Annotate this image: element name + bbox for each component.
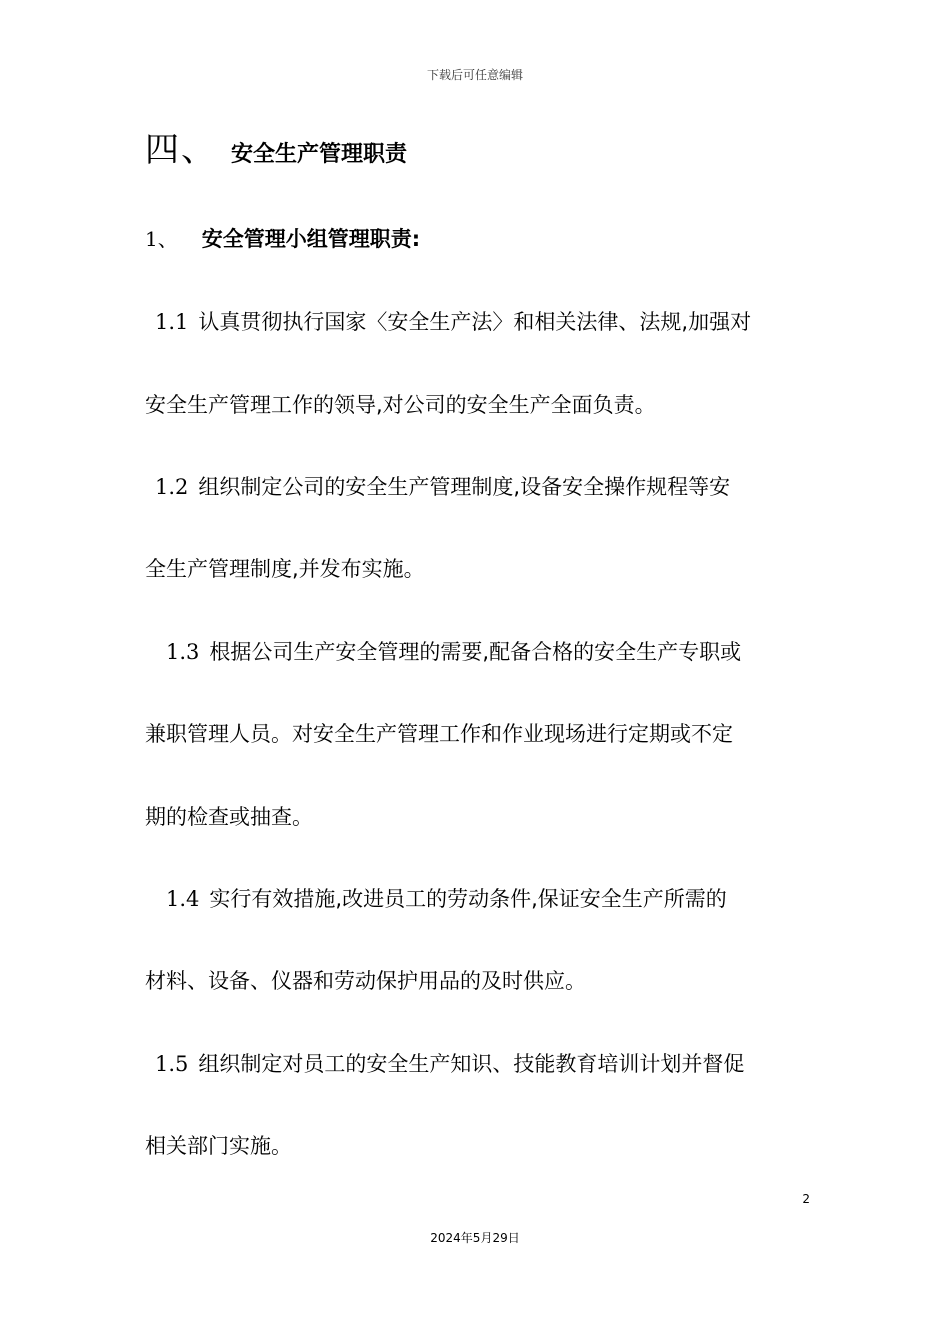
section-number: 四、	[145, 130, 217, 170]
section-heading	[145, 122, 407, 171]
footer-date: 2024年5月29日	[430, 1231, 520, 1245]
item-1-4-line-2: 材料、设备、仪器和劳动保护用品的及时供应。	[145, 969, 586, 993]
item-number: 1.4	[166, 887, 200, 911]
page-number: 2	[802, 1192, 810, 1206]
item-1-2-line-2: 全生产管理制度,并发布实施。	[145, 557, 425, 581]
item-1-4-line-1	[166, 883, 727, 913]
item-text: 认真贯彻执行国家〈安全生产法〉和相关法律、法规,加强对	[198, 310, 752, 334]
item-1-5-line-1	[155, 1048, 744, 1078]
item-1-3-line-2: 兼职管理人员。对安全生产管理工作和作业现场进行定期或不定	[145, 722, 733, 746]
item-1-3-line-1	[166, 636, 741, 666]
item-text: 根据公司生产安全管理的需要,配备合格的安全生产专职或	[209, 640, 742, 664]
item-1-3-line-3: 期的检查或抽查。	[145, 805, 313, 829]
item-number: 1.1	[155, 310, 189, 334]
item-text: 组织制定对员工的安全生产知识、技能教育培训计划并督促	[198, 1052, 745, 1076]
item-text: 组织制定公司的安全生产管理制度,设备安全操作规程等安	[198, 475, 731, 499]
item-1-1-line-2: 安全生产管理工作的领导,对公司的安全生产全面负责。	[145, 393, 656, 417]
subsection-number: 1、	[145, 227, 178, 251]
item-number: 1.5	[155, 1052, 189, 1076]
subsection-heading	[145, 223, 420, 253]
item-1-2-line-1	[155, 471, 730, 501]
header-note: 下载后可任意编辑	[426, 68, 523, 82]
item-number: 1.2	[155, 475, 189, 499]
section-title: 安全生产管理职责	[231, 142, 408, 167]
subsection-title: 安全管理小组管理职责:	[201, 227, 421, 251]
item-text: 实行有效措施,改进员工的劳动条件,保证安全生产所需的	[209, 887, 727, 911]
item-number: 1.3	[166, 640, 200, 664]
item-1-1-line-1	[155, 306, 751, 336]
item-1-5-line-2: 相关部门实施。	[145, 1134, 292, 1158]
